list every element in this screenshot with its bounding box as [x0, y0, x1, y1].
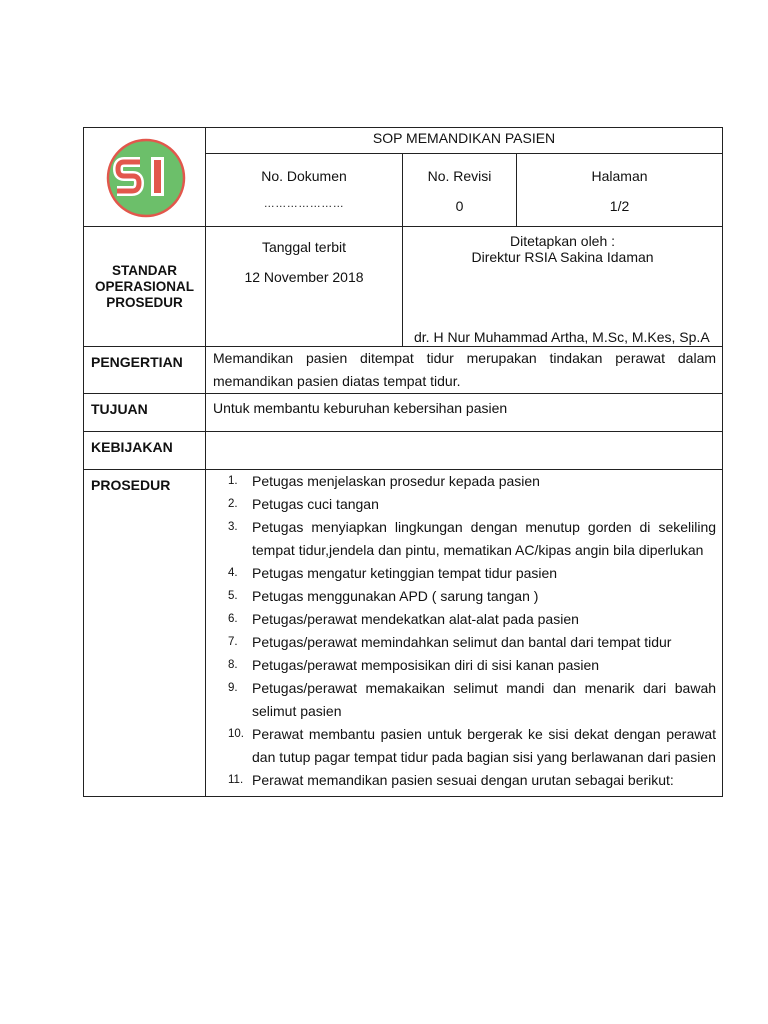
logo-cell	[84, 128, 206, 227]
issued-cell	[206, 227, 403, 347]
procedure-step	[206, 769, 722, 792]
procedure-step-number: 6.	[228, 613, 238, 625]
procedure-step-text: Petugas/perawat memposisikan diri di sisi kanan pasien	[252, 657, 600, 673]
procedure-step-text: Petugas/perawat memakaikan selimut mandi dan menarik dari bawah selimut pasien	[252, 680, 717, 719]
procedure-step	[206, 723, 722, 769]
procedure-step	[206, 585, 722, 608]
page-cell	[517, 154, 723, 227]
procedure-step-number: 1.	[228, 475, 238, 487]
sop-label-line3: PROSEDUR	[106, 294, 183, 310]
approval-label: Ditetapkan oleh :	[509, 233, 616, 249]
procedure-cell	[206, 470, 723, 797]
procedure-step-number: 10.	[228, 728, 244, 740]
doc-number-cell	[206, 154, 403, 227]
procedure-step-text: Petugas mengatur ketinggian tempat tidur pasien	[252, 565, 558, 581]
procedure-step-text: Petugas menjelaskan prosedur kepada pasien	[252, 473, 540, 489]
issued-label: Tanggal terbit	[261, 239, 347, 255]
procedure-step-number: 3.	[228, 521, 238, 533]
approval-cell	[403, 227, 723, 347]
page-label: Halaman	[591, 168, 648, 184]
procedure-step-number: 9.	[228, 682, 238, 694]
revision-value: 0	[455, 198, 464, 214]
policy-label: KEBIJAKAN	[84, 432, 206, 470]
sop-type-label	[84, 227, 206, 347]
policy-text	[206, 432, 723, 470]
definition-label: PENGERTIAN	[84, 347, 206, 394]
procedure-step-text: Petugas/perawat memindahkan selimut dan bantal dari tempat tidur	[252, 634, 672, 650]
sop-document	[83, 127, 722, 797]
procedure-label: PROSEDUR	[84, 470, 206, 797]
procedure-step-number: 11.	[228, 774, 244, 786]
procedure-step	[206, 470, 722, 493]
procedure-list	[206, 470, 722, 792]
procedure-step-number: 5.	[228, 590, 238, 602]
doc-number-label: No. Dokumen	[261, 168, 347, 184]
procedure-step	[206, 631, 722, 654]
procedure-step-number: 4.	[228, 567, 238, 579]
procedure-step-text: Petugas menyiapkan lingkungan dengan menutup gorden di sekeliling tempat tidur,jendela dan pintu, mematikan AC/kipas angin bila diperlukan	[252, 519, 717, 558]
sop-table	[83, 127, 723, 797]
page-value: 1/2	[609, 198, 630, 214]
procedure-step	[206, 562, 722, 585]
definition-text: Memandikan pasien ditempat tidur merupakan tindakan perawat dalam memandikan pasien diatas tempat tidur.	[206, 347, 723, 394]
sop-label-line1: STANDAR	[112, 262, 177, 278]
procedure-step-number: 8.	[228, 659, 238, 671]
procedure-step	[206, 608, 722, 631]
procedure-step	[206, 493, 722, 516]
revision-cell	[403, 154, 517, 227]
procedure-step-text: Petugas menggunakan APD ( sarung tangan )	[252, 588, 539, 604]
doc-number-value: …………………	[263, 198, 345, 210]
procedure-step	[206, 654, 722, 677]
procedure-step-number: 2.	[228, 498, 238, 510]
procedure-step-text: Perawat memandikan pasien sesuai dengan urutan sebagai berikut:	[252, 772, 674, 788]
issued-date: 12 November 2018	[244, 269, 364, 285]
hospital-logo	[106, 138, 186, 218]
document-title: SOP MEMANDIKAN PASIEN	[206, 128, 723, 154]
procedure-step-text: Perawat membantu pasien untuk bergerak ke sisi dekat dengan perawat dan tutup pagar tempat tidur pada bagian sisi yang berlawanan dari pasien	[252, 726, 717, 765]
sop-label-line2: OPERASIONAL	[94, 278, 194, 294]
procedure-step-text: Petugas cuci tangan	[252, 496, 379, 512]
approval-director: Direktur RSIA Sakina Idaman	[471, 249, 654, 265]
procedure-step-text: Petugas/perawat mendekatkan alat-alat pada pasien	[252, 611, 579, 627]
procedure-step-number: 7.	[228, 636, 238, 648]
procedure-step	[206, 677, 722, 723]
procedure-step	[206, 516, 722, 562]
revision-label: No. Revisi	[427, 168, 492, 184]
purpose-text: Untuk membantu keburuhan kebersihan pasien	[206, 394, 723, 432]
signatory-name: dr. H Nur Muhammad Artha, M.Sc, M.Kes, Sp.A	[414, 329, 710, 345]
purpose-label: TUJUAN	[84, 394, 206, 432]
